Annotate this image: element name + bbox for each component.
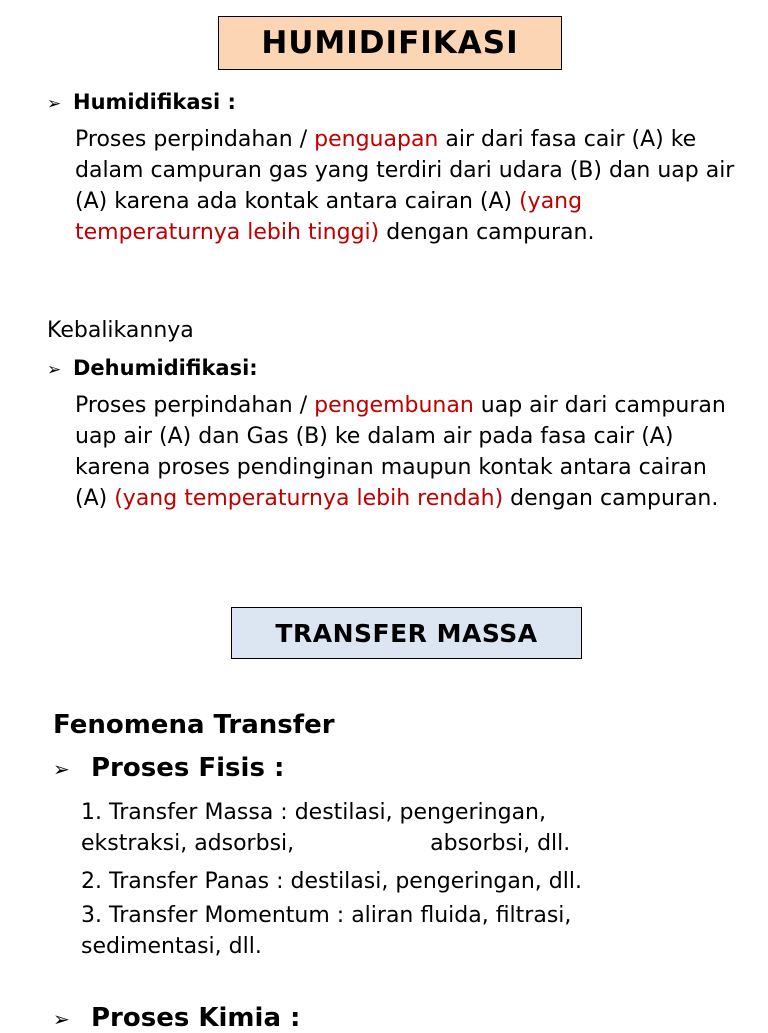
text-segment: Proses perpindahan /: [75, 393, 315, 418]
arrow-bullet-icon: ➢: [53, 757, 70, 781]
list-item-line: 1. Transfer Massa : destilasi, pengeringan,: [81, 800, 546, 825]
proses-kimia-heading-row: [53, 1003, 300, 1033]
text-segment: Proses perpindahan /: [75, 127, 315, 152]
text-segment: air dari fasa cair (A) ke dalam campuran gas yang terdiri dari udara (B) dan uap air (A) karena ada kontak antara cairan (A): [75, 127, 735, 214]
proses-fisis-heading-row: [53, 753, 284, 783]
dehumidifikasi-heading: Dehumidifikasi:: [73, 356, 258, 380]
text-segment: dengan campuran.: [379, 220, 595, 245]
fenomena-transfer-heading: Fenomena Transfer: [53, 710, 335, 740]
list-item-line: [81, 828, 741, 859]
list-item-transfer-massa: [81, 797, 741, 859]
dehumidifikasi-heading-row: [47, 356, 258, 380]
list-item-transfer-panas: 2. Transfer Panas : destilasi, pengeringan, dll.: [81, 869, 582, 894]
list-item-line: 3. Transfer Momentum : aliran fluida, filtrasi,: [81, 903, 572, 928]
text-segment: absorbsi, dll.: [430, 831, 571, 856]
title-humidifikasi: HUMIDIFIKASI: [218, 16, 562, 70]
text-segment: dengan campuran.: [503, 486, 719, 511]
text-segment: ekstraksi, adsorbsi,: [81, 831, 295, 856]
kebalikannya-label: Kebalikannya: [47, 318, 194, 343]
arrow-bullet-icon: ➢: [47, 94, 62, 114]
arrow-bullet-icon: ➢: [47, 360, 62, 380]
title-transfer-massa: TRANSFER MASSA: [231, 607, 582, 659]
proses-fisis-heading: Proses Fisis :: [91, 753, 285, 783]
highlight-penguapan: penguapan: [314, 127, 439, 152]
humidifikasi-definition: [75, 124, 735, 248]
humidifikasi-heading-row: [47, 90, 236, 114]
highlight-temperature-lower: (yang temperaturnya lebih rendah): [114, 486, 504, 511]
humidifikasi-heading: Humidifikasi :: [73, 90, 236, 114]
list-item-transfer-momentum: [81, 900, 741, 962]
proses-kimia-heading: Proses Kimia :: [91, 1003, 301, 1033]
dehumidifikasi-definition: [75, 390, 735, 514]
list-item-line: sedimentasi, dll.: [81, 934, 262, 959]
highlight-temperature-higher: (yang temperaturnya lebih tinggi): [75, 189, 583, 245]
highlight-pengembunan: pengembunan: [314, 393, 474, 418]
text-segment: uap air dari campuran uap air (A) dan Gas (B) ke dalam air pada fasa cair (A) karena proses pendinginan maupun kontak antara cairan (A): [75, 393, 726, 511]
arrow-bullet-icon: ➢: [53, 1007, 70, 1031]
